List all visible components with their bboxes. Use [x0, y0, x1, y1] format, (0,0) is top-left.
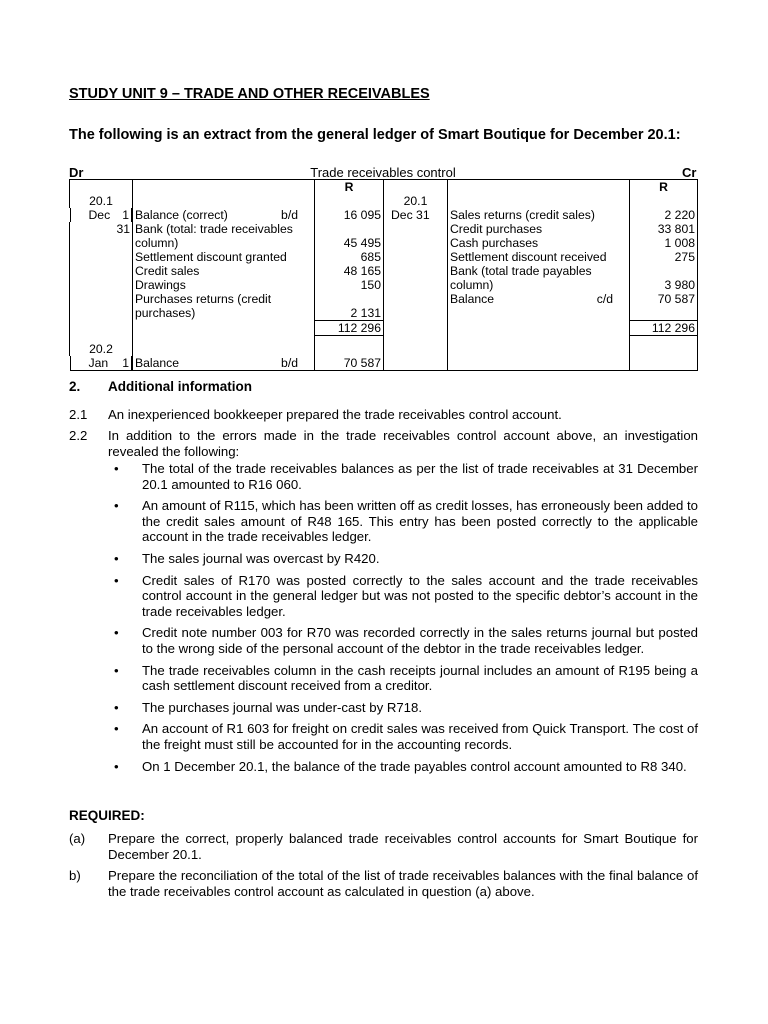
section-heading — [69, 379, 252, 394]
ledger-total-row — [70, 321, 698, 336]
ledger-row — [70, 278, 698, 292]
paragraph-2-1 — [69, 407, 698, 423]
debit-amount: 150 — [315, 278, 384, 292]
ledger-cr-label: Cr — [682, 165, 697, 180]
ledger-header-row — [70, 180, 698, 195]
debit-detail: column) — [133, 236, 315, 250]
list-item: • Credit sales of R170 was posted correctly to the sales account and the trade receivables control account in the general ledger but was not posted to the specific debtor’s account in the trade receivables ledger. — [114, 572, 698, 619]
bullet-icon: • — [114, 461, 119, 476]
ledger-next-year-row — [70, 342, 698, 356]
next-folio: b/d — [281, 355, 298, 370]
ledger-dr-label: Dr — [69, 165, 84, 180]
bullet-icon: • — [114, 572, 119, 588]
debit-amount: 2 131 — [315, 306, 384, 321]
debit-detail: Purchases returns (credit — [133, 292, 315, 306]
ledger-row — [70, 292, 698, 306]
debit-amount: 16 095 — [315, 208, 384, 222]
bullet-icon: • — [114, 550, 119, 566]
credit-currency: R — [630, 180, 698, 195]
section-title: Additional information — [108, 379, 252, 394]
bullet-icon: • — [114, 758, 119, 774]
debit-detail: Balance (correct) — [135, 208, 228, 222]
required-number: (a) — [69, 831, 86, 846]
list-item: • Credit note number 003 for R70 was recorded correctly in the sales returns journal but posted to the wrong side of the personal account of the debtor in the trade receivables ledger. — [114, 625, 698, 656]
debit-day: 31 — [70, 222, 133, 236]
list-item: • An account of R1 603 for freight on credit sales was received from Quick Transport. The cost of the freight must still be accounted for in the accounting records. — [114, 721, 698, 752]
ledger-row — [70, 250, 698, 264]
paragraph-number: 2.2 — [69, 428, 88, 443]
bullet-icon: • — [114, 498, 119, 514]
credit-amount: 2 220 — [630, 208, 698, 222]
intro-text: The following is an extract from the general ledger of Smart Boutique for December 20.1: — [69, 127, 681, 143]
credit-folio: c/d — [596, 292, 613, 306]
section-number: 2. — [69, 379, 81, 394]
next-detail: Balance — [135, 355, 180, 370]
debit-day: 1 — [122, 208, 129, 222]
debit-amount: 48 165 — [315, 264, 384, 278]
list-item: • The total of the trade receivables balances as per the list of trade receivables at 31 December 20.1 amounted to R16 060. — [114, 461, 698, 492]
debit-total: 112 296 — [315, 321, 384, 336]
bullet-icon: • — [114, 721, 119, 737]
debit-detail: Bank (total: trade receivables — [133, 222, 315, 236]
paragraph-text: An inexperienced bookkeeper prepared the trade receivables control account. — [108, 407, 562, 422]
page-title: STUDY UNIT 9 – TRADE AND OTHER RECEIVABLES — [69, 86, 430, 102]
debit-year: 20.1 — [70, 194, 133, 208]
next-amount: 70 587 — [315, 356, 384, 371]
ledger-next-row — [70, 356, 698, 371]
debit-detail: Drawings — [133, 278, 315, 292]
ledger-row — [70, 306, 698, 321]
credit-total: 112 296 — [630, 321, 698, 336]
ledger-account-name: Trade receivables control — [310, 165, 456, 180]
credit-amount: 70 587 — [630, 292, 698, 306]
ledger-row — [70, 264, 698, 278]
debit-detail: Settlement discount granted — [133, 250, 315, 264]
credit-detail — [448, 306, 630, 321]
credit-detail: Bank (total trade payables — [448, 264, 630, 278]
ledger-row — [70, 222, 698, 236]
credit-amount: 275 — [630, 250, 698, 264]
debit-detail: purchases) — [133, 306, 315, 321]
credit-detail: Credit purchases — [448, 222, 630, 236]
credit-amount: 1 008 — [630, 236, 698, 250]
debit-month: Dec — [88, 208, 111, 222]
paragraph-text: In addition to the errors made in the trade receivables control account above, an investigation revealed the following: — [108, 428, 698, 459]
debit-amount — [315, 222, 384, 236]
bullet-icon: • — [114, 699, 119, 715]
credit-amount — [630, 264, 698, 278]
credit-detail: column) — [448, 278, 630, 292]
required-text: Prepare the reconciliation of the total of the list of trade receivables balances with the final balance of the trade receivables control account as calculated in question (a) above. — [108, 868, 698, 899]
ledger-row — [70, 236, 698, 250]
credit-date: Dec 31 — [384, 208, 448, 222]
debit-detail: Credit sales — [133, 264, 315, 278]
credit-detail: Balance — [450, 292, 495, 306]
list-item: • The sales journal was overcast by R420. — [114, 550, 380, 566]
ledger-year-row — [70, 194, 698, 208]
required-text: Prepare the correct, properly balanced trade receivables control accounts for Smart Boutique for December 20.1. — [108, 831, 698, 862]
ledger-table — [69, 179, 698, 371]
debit-amount: 685 — [315, 250, 384, 264]
next-month: Jan — [88, 355, 109, 370]
debit-folio: b/d — [281, 208, 298, 222]
debit-amount — [315, 292, 384, 306]
bullet-icon: • — [114, 625, 119, 641]
credit-year: 20.1 — [384, 194, 448, 208]
credit-detail: Sales returns (credit sales) — [448, 208, 630, 222]
debit-currency: R — [315, 180, 384, 195]
paragraph-number: 2.1 — [69, 407, 88, 422]
list-item: • The trade receivables column in the cash receipts journal includes an amount of R195 being a cash settlement discount received from a creditor. — [114, 662, 698, 694]
next-day: 1 — [122, 355, 129, 370]
required-a — [69, 831, 698, 862]
required-heading: REQUIRED: — [69, 808, 145, 823]
credit-amount: 33 801 — [630, 222, 698, 236]
list-item: • An amount of R115, which has been written off as credit losses, has erroneously been added to the credit sales amount of R48 165. This entry has been posted correctly to the applicable account in the trade receivables ledger. — [114, 498, 698, 545]
credit-amount — [630, 306, 698, 321]
credit-detail: Settlement discount received — [448, 250, 630, 264]
debit-amount: 45 495 — [315, 236, 384, 250]
ledger-row — [70, 208, 698, 222]
paragraph-2-2 — [69, 428, 698, 459]
investigation-list — [108, 461, 698, 780]
next-year: 20.2 — [70, 342, 133, 356]
credit-amount: 3 980 — [630, 278, 698, 292]
list-item: • The purchases journal was under-cast by R718. — [114, 699, 423, 715]
list-item: • On 1 December 20.1, the balance of the trade payables control account amounted to R8 340. — [114, 758, 687, 774]
required-b — [69, 868, 698, 899]
credit-detail: Cash purchases — [448, 236, 630, 250]
required-number: b) — [69, 868, 81, 883]
bullet-icon: • — [114, 662, 119, 678]
